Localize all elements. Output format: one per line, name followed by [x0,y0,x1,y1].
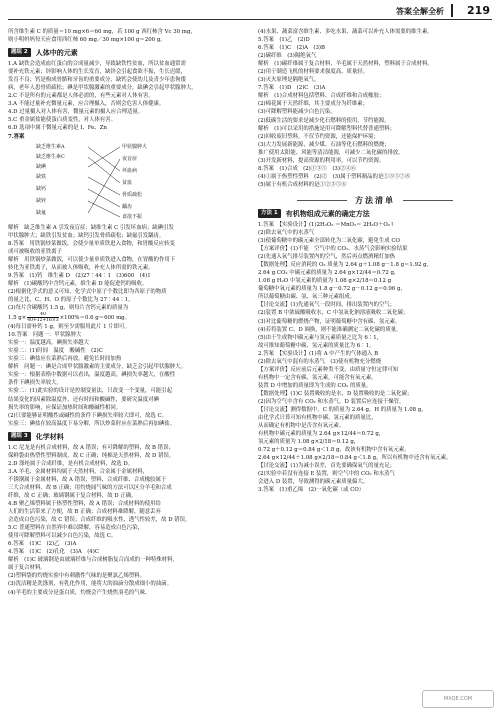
text-line: 保鲜袋由热塑性塑料制成，故 C 正确；纯棉是天然材料，故 D 错误。 [8,452,175,459]
text-line: 实验二：(1)此实验的设计是控制变量法，只改变一个变量，可能引起 [8,388,172,395]
text-line: 解析 缺乏维生素 A 引发夜盲症；缺维生素 C 引发坏血病；缺碘引发 [8,224,174,231]
text-line: 成可被吸收的亚铁离子 [8,248,62,255]
text-line: (4)羊毛的主要成分是蛋白质，灼烧会产生烧焦羽毛的气味。 [8,589,151,596]
left-label: 缺氟 [36,209,47,216]
section-heading-3 [8,432,244,441]
text-line: 2.64 g×12/44＋1.08 g×2/18＝0.84 g＜1.8 g，所以有机物中还含有氧元素。 [258,455,452,462]
text-line: (2)根据化学式的意义可知，化学式中原子个数比即为各原子的物质 [8,288,167,295]
text-line: 【数据处理】反应消耗的 O₂ 质量为 2.64 g＋1.08 g－1.8 g＝1.92 g， [258,262,432,269]
text-line: (2)只要能够证明酸性或碱性的条件下碘损失率较大即可，故选 C。 [8,412,168,419]
section-tag: 题组 2 [8,48,31,57]
watermark-logo: MXQE.COM [422,690,494,708]
matching-diagram [36,143,186,221]
text-line: 4.B 聚乙烯塑料属于热塑性塑料，故 A 错误；合成材料的使用给 [8,501,161,508]
section3-answers [8,444,244,597]
text-line: 所含维生素 C 的质量＝10 mg×6＝60 mg，若 100 g 西红柿含 Vc 30 mg， [8,29,196,35]
text-line: 所以葡萄糖由碳、氢、氧三种元素组成。 [258,294,356,301]
method-tag: 方法 1 [258,209,281,218]
text-line: 会造成白色污染，故 C 错误；合成纤维的吸水性、透气性较差，故 D 错误。 [8,517,191,524]
left-label: 缺锌 [36,197,47,204]
left-label: 缺碘 [36,163,47,170]
text-line: 甲状腺肿大；缺铁引发贫血；缺钙引发骨质疏松；缺氟引发龋齿。 [8,232,165,239]
text-line: 8.答案 用铁锅炒菜做饭，会使少量单质铁进入食物，和胃酸反应转变 [8,240,175,247]
text-line: 解析 (1)碳酸钙中含钙元素，维生素 D 能促进钙的吸收。 [8,280,148,287]
left-label: 缺铁 [36,173,47,180]
text-line: 故可推知葡萄糖中碳、氢元素的质量比为 6∶1。 [258,342,375,349]
text-line: 属于复合材料。 [8,565,46,572]
text-line: 的量之比，C、H、O 的原子个数比为 27∶44∶1。 [8,296,134,303]
text-line: 1.C 尼龙是有机合成材料，故 A 错误；有可降解的塑料，故 B 错误； [8,444,174,451]
text-line: 2.C 不是所有的元素都是人体必需的，有些元素对人体有害。 [8,93,154,100]
section-title: 化学材料 [35,431,64,441]
text-line: (3)使葡萄糖中的碳元素全部转化为二氧化碳，避免生成 CO [258,238,400,245]
text-line: 结果变化的因素除温度外，还有时间和酸碱性，要研究温度对碘 [8,396,159,403]
text-line: 1.08 g H₂O 中氢元素的质量为 1.08 g×2/18＝0.12 g [258,278,392,285]
text-line: (2)棉花属于天然纤维，其主要成分为纤维素； [258,101,369,108]
text-line: (2)回收废旧塑料，不仅节约资源，还能保护环境； [258,133,379,140]
text-line: 5.C 重金属盐能使蛋白质变性，对人体有害。 [8,117,117,124]
right-label: 贫血 [122,179,133,186]
text-line: (4)若将装置 C、D 调换，则不能准确测定二氧化碳的质量。 [258,326,402,333]
text-line: 解析 (1)C 玻璃钢是由玻璃纤维与合成树脂复合而成的一种特殊材料， [8,557,178,564]
title-rule-right [403,200,453,201]
text-line: 实验三：碘盐应在菜熟后再放，避免长时间加热 [8,356,122,363]
text-line: 纤维，故 C 正确；玻璃钢属于复合材料，故 D 正确。 [8,492,137,499]
text-line: 装置 D 中增加的质量即为生成的 CO₂ 的质量。 [258,382,372,389]
header-rule [8,19,492,20]
text-line: 会进入 D 装置，导致测得的碳元素质量偏大。 [258,479,369,486]
header-separator [451,4,453,17]
diagram-caption: 7.答案 [8,133,25,140]
text-line: (3)洗洁精是洗涤剂，有乳化作用，能将大的油滴分散成细小的油滴。 [8,581,172,588]
text-line: (4)①属于热塑性塑料 (2)② (3)属于塑料制品的是①③⑤⑦⑧ [258,173,411,180]
left-label: 缺钙 [36,185,47,192]
intro-block [8,28,244,44]
right-top-answers [258,28,492,189]
left-label: 缺乏维生素C [36,153,65,160]
text-line: 8.答案 (1)合成 (2)①③⑤ (3)②④⑥ [258,165,357,172]
text-line: 5.C 普通塑料在自然界中难以降解，容易造成白色污染， [8,525,143,532]
title-rule-left [297,200,347,201]
text-line: (3)对比葡萄糖的燃烧产物，证明葡萄糖中含有碳、氢元素。 [258,318,401,325]
method-title: 有机物组成元素的确定方法 [285,208,370,218]
text-line: (2)实验中若没有连接 E 装置，则空气中的 CO₂ 和水蒸气 [258,471,395,478]
text-line: 【讨论交流】测得数据中，C 的质量为 2.64 g，H 的质量为 1.08 g， [258,407,427,414]
text-line: 1.A 缺铁会造成血红蛋白的合成量减少，导致缺铁性贫血，所以贫血通常需 [8,61,186,68]
page-number: 219 [467,4,490,17]
right-label: 甲状腺肿大 [122,143,148,150]
text-line: (2)除去氧气中混有的水蒸气 (3)使有机物充分燃烧 [258,358,382,365]
text-line: 2.D 涤纶属于合成纤维，是有机合成材料，故选 D。 [8,460,134,467]
text-line: 实验二：(1)时间 温度 酸碱性 (2)C [8,348,103,355]
text-line: 2.答案 【实验设计】(1)将 A 中产生的气体通入 B [258,350,379,357]
text-line: 发育不良；钙是构成骨骼和牙齿的重要成分，缺钙会使幼儿及青少年患佝偻 [8,77,186,84]
right-label: 食欲不振 [122,213,143,220]
text-line: 5.答案 (1)乙 (2)D [258,37,310,44]
text-line: (2)塑料袋的灼烧实验中有刺激性气味的是聚氯乙烯塑料。 [8,573,146,580]
section-heading-2 [8,48,244,57]
text-line: (2)碳纤维 (3)隔绝氧气 [258,53,317,60]
text-line: 转化为亚铁离子，从而被人体吸收，补充人体所需的铁元素。 [8,264,154,271]
text-line: 葡萄糖中氧元素的质量为 1.8 g－0.72 g－0.12 g＝0.96 g， [258,286,406,293]
text-line: 实验一：温度越高，碘损失率越大 [8,340,89,347]
text-line: 解析 (1)碳纤维属于复合材料，羊毛属于天然材料，塑料属于合成材料。 [258,61,433,68]
right-label: 龋齿 [122,203,133,210]
text-line: 0.72 g＋0.12 g＝0.84 g＜1.8 g，故该有机物中含有氧元素。 [258,447,410,454]
text-line: 【讨论交流】(1)先通氧气一段时间，排出装置内的空气； [258,302,396,309]
right-label: 坏血病 [122,167,138,174]
text-line: 要补充铁元素；锌影响人体的生长发育，缺锌会引起食欲不振，生长迟缓， [8,69,186,76]
text-line: (5)属于有机合成材料的是①②③⑤⑥ [258,181,347,188]
text-line: 6.D 选项中属于微量元素的是 I、Fe、Zn [8,125,107,132]
text-line: 【方案评价】反应前后元素种类不变，由质量守恒定律可知 [258,366,399,373]
text-line: (2)用于制造飞机的材料要求强度高、质量轻。 [258,69,369,76]
text-line: 解析 问题一：碘是合成甲状腺激素的主要成分，缺乏会引起甲状腺肿大。 [8,364,186,371]
text-line: 【方案评价】(1)不能 空气中的 CO₂、水蒸气会影响实验结果 [258,246,408,253]
left-label: 缺乏维生素A [36,143,65,150]
text-line: 解析 (1)合成材料包括塑料、合成纤维和合成橡胶； [258,93,385,100]
text-line: 解析 用铁锅炒菜做饭，可以使少量单质铁进入食物，在胃酸的作用下 [8,256,176,263]
calcium-formula: 1.5 g× $\frac{40}{40+12+16\times 3}\times 100\%=0.6$ g＝600 mg。 [8,312,131,324]
text-line: 3.A 不能过量补充微量元素，应合理摄入，否则会危害人体健康。 [8,101,165,108]
method-heading-1 [258,209,492,218]
text-line: (3)可降解塑料能减少白色污染。 [258,109,336,116]
text-line: 使用可降解塑料可以减少白色污染，故选 C。 [8,533,117,540]
text-line: 7.答案 (1)D (2)C (3)A [258,85,326,92]
method1-answers [258,221,492,495]
text-line: (2)因为空气中含有 CO₂ 和水蒸气，D 装置后应连接干燥管。 [258,398,405,405]
text-line: (3)开发新材料，提高资源的利用率，可以节约资源。 [258,157,385,164]
text-line: 【讨论交流】(1)为减小误差，首先要确保氧气的量充足； [258,463,396,470]
text-line: 实验三：碘盐在较高温度下易分解，所以炒菜时应在菜熟后再加碘盐。 [8,420,176,427]
section-tag: 题组 3 [8,432,31,441]
text-line: 3.A 羊毛、金属材料均属于天然材料，合金属于金属材料， [8,468,149,475]
text-line: (3)大力发展新能源，减少煤、石油等化石燃料的燃烧； [258,141,390,148]
text-line: 6.答案 (1)C (2)A (3)B [258,45,325,52]
text-line: (2)除去氧气中的水蒸气 [258,229,315,236]
left-column [8,28,244,597]
text-line: (2)装置 B 中浓硫酸吸收水，C 中氢氧化钠溶液吸收二氧化碳； [258,310,409,317]
right-label: 夜盲症 [122,155,138,162]
text-line: (2)先通入氧气排尽装置内的空气，然后再点燃酒精灯加热 [258,254,396,261]
text-line: 由化学式计算可知有机物中碳、氢元素的质量比， [258,415,377,422]
text-line: (3)灭火原理是隔绝氧气。 [258,77,320,84]
text-line: 条件下碘损失率较大。 [8,380,62,387]
text-line: (5)由于生成物中碳元素与氢元素质量之比为 6∶1， [258,334,383,341]
text-line: 不锈钢属于金属材料，故 A 错误；塑料、合成纤维、合成橡胶属于 [8,476,167,483]
page-header [0,4,500,22]
text-line: (4)每日需补钙 1 g，则至少需服用此片 1 片即可。 [8,324,130,331]
text-line: 损失率的影响，应保证加热时间和酸碱性相同。 [8,404,122,411]
text-line: 4.D 过量摄入对人体有害，微量元素的摄入应合理适量。 [8,109,144,116]
text-line: 人们的生活带来了方便，故 B 正确；合成材料难降解，随意丢弃 [8,509,161,516]
text-line: 10.答案 问题一：甲状腺肿大 [8,332,82,339]
answers-9-10 [8,323,244,428]
fraction: $\frac{40}{40+12+16\times 3}$ [27,312,59,324]
text-line: (3)每片含碳酸钙 1.5 g，则每片含钙元素的质量为 [8,305,129,312]
text-line: 则小明妈妈每天应食用西红柿 60 mg／30 mg×100 g＝200 g。 [8,37,166,44]
text-line: 有机物中碳元素的质量为 2.64 g×12/44＝0.72 g， [258,431,385,438]
text-line: 三大合成材料，故 B 正确；用灼烧闻气味的方法可以区分羊毛和合成 [8,484,172,491]
right-column [258,28,492,495]
text-line: 氢元素的质量为 1.08 g×2/18＝0.12 g， [258,439,360,446]
text-line: 【数据处理】(1)C 装置吸收的是水，D 装置吸收的是二氧化碳； [258,390,413,397]
answers-7-9 [8,224,244,313]
text-line: (2)低碳生活的要求是减少化石燃料的使用，节约能源。 [258,117,390,124]
text-line: 1.答案 【实验设计】(1)2H₂O₂ ＝MnO₂＝ 2H₂O＋O₂↑ [258,221,395,228]
text-line: 3.答案 (1)重乙烯 (2)一氧化碳（或 CO） [258,487,365,494]
text-line: 9.答案 (1)钙 维生素 D (2)27∶44∶1 (3)600 (4)1 [8,272,151,279]
text-line: 4.答案 (1)C (2)孔化 (3)A (4)C [8,549,99,556]
text-line: 病，老年人患骨质疏松；碘是甲状腺激素的重要成分，缺碘会引起甲状腺肿大。 [8,85,197,92]
section-title: 人体中的元素 [35,48,78,58]
header-title: 答案全解全析 [396,7,444,16]
text-line: 2.64 g CO₂ 中碳元素的质量为 2.64 g×12/44＝0.72 g， [258,270,400,277]
text-line: 解析 (1)可以采用的措施是用可降解塑料代替普通塑料； [258,125,396,132]
text-line: 推广使用太阳能、风能等清洁能源，可减少二氧化碳的排放。 [258,149,404,156]
text-line: (4)水果、蔬菜富含维生素，多吃水果、蔬菜可以补充人体需要的维生素。 [258,29,433,35]
text-line: 6.答案 (1)C (2)乙 (3)A [8,541,77,548]
method-list-title: 方法清单 [258,195,492,205]
text-line: 从而确定有机物中是否含有氧元素。 [258,423,345,430]
text-line: 实验一：根据表格中数据可以看出，温度越高，碘损失率越大，在酸性 [8,372,176,379]
right-label: 骨质疏松 [122,191,143,198]
text-line: 有机物中一定含有碳、氢元素，可能含有氧元素。 [258,374,377,381]
section2-answers [8,60,244,132]
